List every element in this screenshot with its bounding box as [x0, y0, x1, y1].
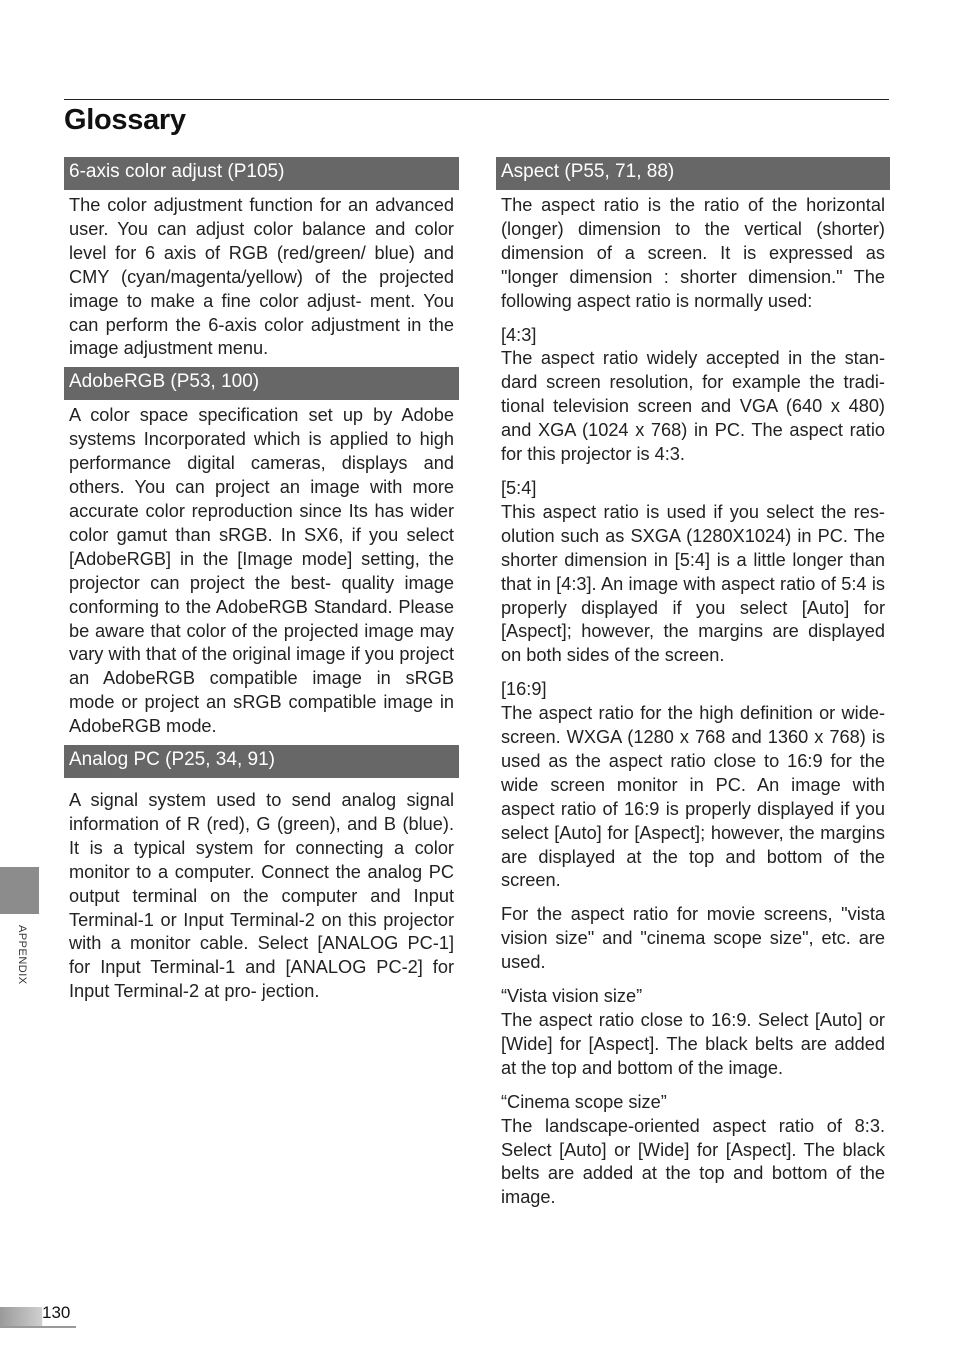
page-number: 130 [42, 1303, 71, 1322]
movie-screens-block [496, 903, 890, 975]
section-heading-6-axis: 6-axis color adjust (P105) [64, 157, 459, 190]
aspect-5-4-tag: [5:4] [501, 477, 537, 498]
aspect-intro: The aspect ratio is the ratio of the horizontal (longer) dimension to the vertical (shorter) dimension of a screen. It is expressed as "longer dimension : shorter dimension." The following aspect ratio is normally used: [501, 195, 885, 311]
section-heading-analog-pc: Analog PC (P25, 34, 91) [64, 745, 459, 778]
aspect-16-9-body: The aspect ratio for the high definition or wide-screen. WXGA (1280 x 768 and 1360 x 768) is used as the aspect ratio close to 16:9 for the wide screen monitor in PC. An image with aspect ratio of 16:9 is properly displayed if you select [Auto] for [Aspect]; however, the margins are displayed at the top and bottom of the screen. [501, 703, 885, 891]
cinema-scope-tag: “Cinema scope size” [501, 1091, 667, 1112]
section-heading-adobergb: AdobeRGB (P53, 100) [64, 367, 459, 400]
right-column [496, 157, 890, 1210]
aspect-4-3-block [496, 324, 890, 467]
aspect-16-9-tag: [16:9] [501, 679, 547, 700]
aspect-5-4-body: This aspect ratio is used if you select the res- olution such as SXGA (1280X1024) in PC. The shorter dimension in [5:4] is a little longer than that in [4:3]. An image with aspect ratio of 5:4 is properly displayed if you select [Auto] for [Aspect]; however, the margins are displayed on both sides of the screen. [501, 501, 885, 666]
cinema-scope-body: The landscape-oriented aspect ratio of 8:3. Select [Auto] or [Wide] for [Aspect]. The black belts are added at the top and bottom of the image. [501, 1115, 885, 1208]
header-rule [64, 99, 889, 100]
cinema-scope-block [496, 1091, 890, 1211]
vista-vision-tag: “Vista vision size” [501, 986, 643, 1007]
page-number-underline [0, 1326, 76, 1328]
section-body-analog-pc: A signal system used to send analog signal information of R (red), G (green), and B (blue). It is a typical system for connecting a color monitor to a computer. Connect the analog PC output terminal on the computer and Input Terminal-1 or Input Terminal-2 on this projector with a monitor cable. Select [ANALOG PC-1] for Input Terminal-1 and [ANALOG PC-2] for Input Terminal-2 at pro- jection. [69, 790, 454, 1002]
section-heading-aspect: Aspect (P55, 71, 88) [496, 157, 890, 190]
aspect-16-9-block [496, 678, 890, 893]
vista-vision-body: The aspect ratio close to 16:9. Select [Auto] or [Wide] for [Aspect]. The black belts are added at the top and bottom of the image. [501, 1010, 885, 1078]
aspect-5-4-block [496, 477, 890, 668]
section-body-6-axis: The color adjustment function for an advanced user. You can adjust color balance and color level for 6 axis of RGB (red/green/ blue) and CMY (cyan/magenta/yellow) of the projected image to make a fine color adjust- ment. You can perform the 6-axis color adjustment in the image adjustment menu. [69, 195, 454, 359]
movie-screens-text: For the aspect ratio for movie screens, "vista vision size" and "cinema scope size", etc. are used. [501, 904, 885, 973]
appendix-tab-marker [0, 867, 39, 914]
aspect-4-3-body: The aspect ratio widely accepted in the stan- dard screen resolution, for example the tradi- tional television screen and VGA (640 x 480) and XGA (1024 x 768) in PC. The aspect ratio for this projector is 4:3. [501, 348, 885, 465]
appendix-side-label: APPENDIX [16, 925, 28, 985]
page-title: Glossary [64, 104, 186, 136]
section-body-adobergb: A color space specification set up by Adobe systems Incorporated which is applied to high performance digital cameras, displays and others. You can project an image with more accurate color reproduction since Its has wider color gamut than sRGB. In SX6, if you select [AdobeRGB] in the [Image mode] setting, the projector can project the best- quality image conforming to the AdobeRGB Standard. Please be aware that color of the projected image may vary with that of the original image if you project an AdobeRGB compatible image in sRGB mode or project an sRGB compatible image in AdobeRGB mode. [69, 405, 454, 737]
vista-vision-block [496, 985, 890, 1081]
left-column [64, 157, 459, 1004]
aspect-4-3-tag: [4:3] [501, 324, 537, 345]
